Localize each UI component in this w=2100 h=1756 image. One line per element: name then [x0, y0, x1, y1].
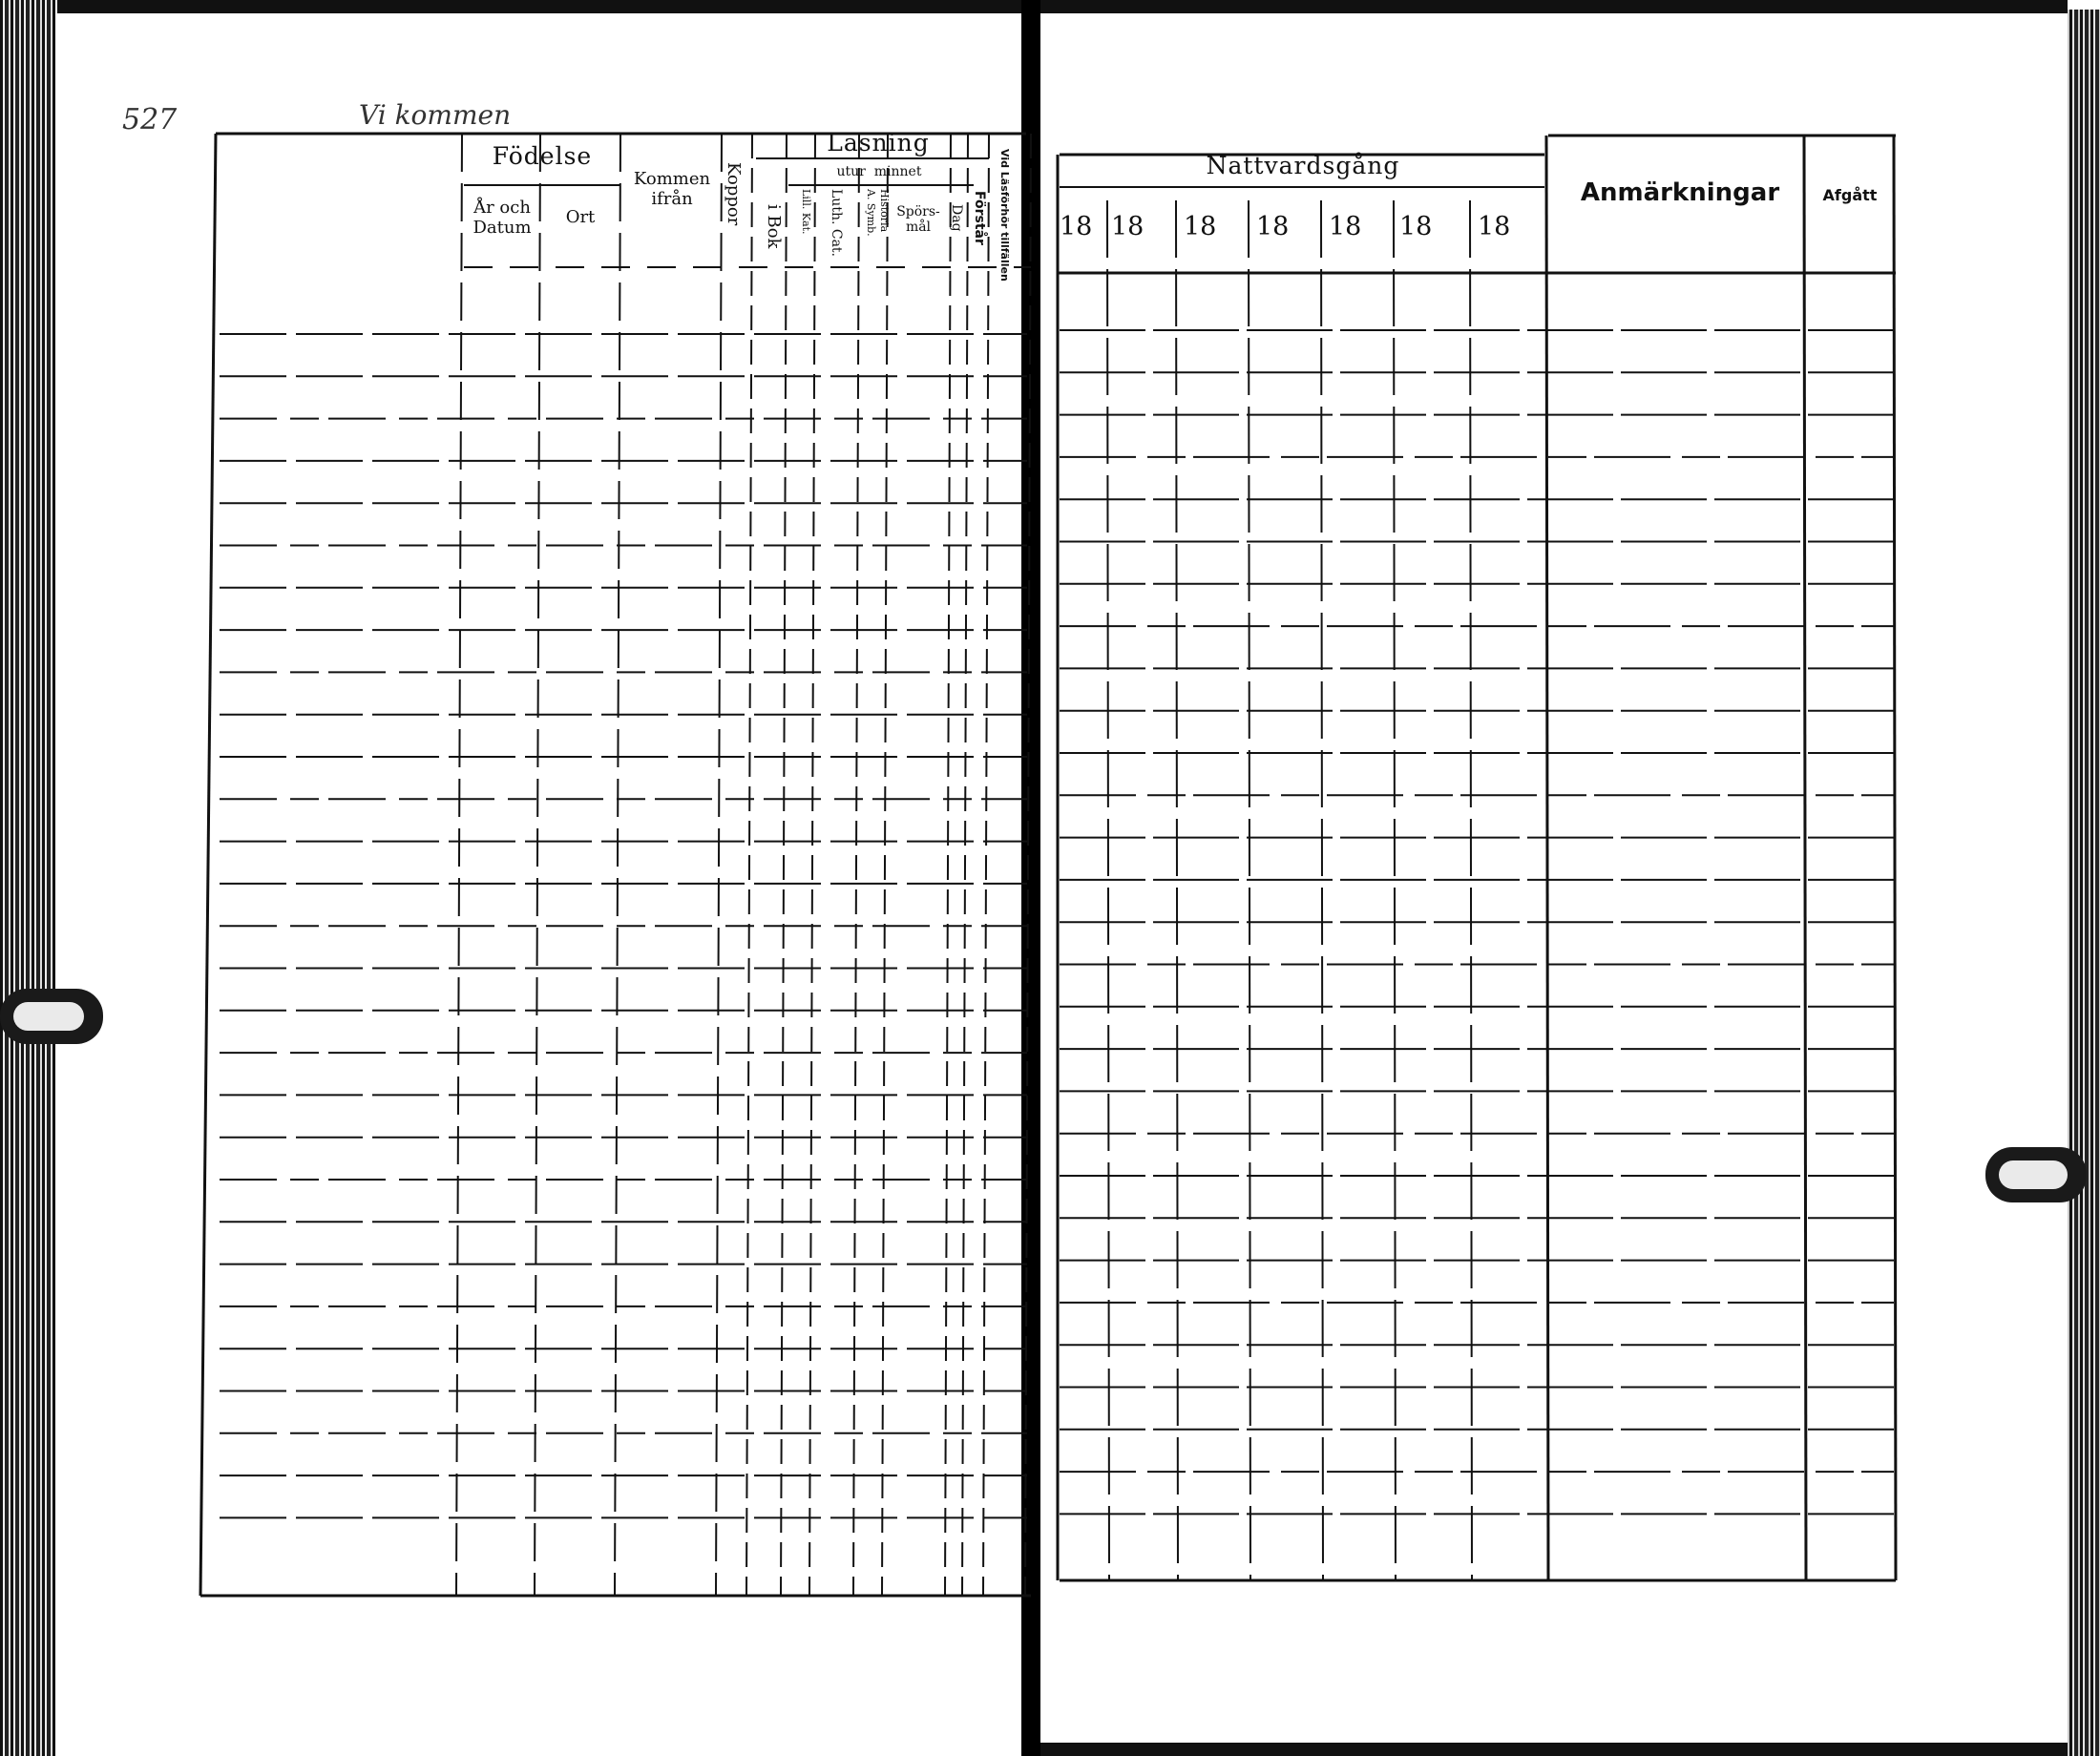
- right-column-line: [1804, 136, 1806, 1580]
- left-column-line: [716, 134, 722, 1596]
- right-column-line: [1546, 136, 1548, 1580]
- left-column-line: [535, 134, 540, 1596]
- header-anmarkningar: Anmärkningar: [1580, 178, 1780, 207]
- right-column-line: [1394, 200, 1396, 1580]
- left-column-line: [945, 134, 951, 1596]
- header-sporsmal: Spörs- mål: [896, 204, 940, 236]
- header-vid-lasforhor: Vid Läsförhör tillfällen: [998, 149, 1011, 282]
- header-lasning: Läsning: [827, 129, 930, 157]
- handwritten-heading: Vi kommen: [359, 99, 512, 131]
- year-col-5: 18: [1329, 212, 1362, 241]
- year-col-7: 18: [1478, 212, 1511, 241]
- left-column-line: [962, 134, 968, 1596]
- left-column-line: [983, 134, 989, 1596]
- left-column-line: [746, 134, 752, 1596]
- header-utur-minnet: utur minnet: [836, 164, 922, 179]
- header-dag: Dag: [949, 204, 964, 232]
- year-col-2: 18: [1111, 212, 1144, 241]
- right-column-line: [1107, 200, 1109, 1580]
- left-column-line: [809, 134, 815, 1596]
- year-col-4: 18: [1256, 212, 1290, 241]
- right-column-line: [1176, 200, 1178, 1580]
- left-table-left-border: [200, 134, 216, 1596]
- year-col-6: 18: [1399, 212, 1433, 241]
- header-koppor: Koppor: [724, 162, 744, 226]
- right-column-line: [1321, 200, 1323, 1580]
- header-ar-och-datum: År och Datum: [472, 198, 532, 238]
- header-fodelse: Födelse: [492, 142, 593, 170]
- header-kommen: Kommen ifrån: [633, 169, 711, 209]
- left-column-line: [781, 134, 787, 1596]
- page-number: 527: [122, 103, 178, 136]
- header-nattvardsgang: Nattvardsgång: [1206, 152, 1400, 179]
- header-historia: Historia: [878, 189, 891, 233]
- left-column-line: [853, 134, 859, 1596]
- right-column-line: [1470, 200, 1472, 1580]
- header-lilla-bok: Lill. Kat.: [800, 189, 812, 235]
- header-i-bok: i Bok: [764, 204, 784, 249]
- right-column-line: [1249, 200, 1250, 1580]
- left-column-line: [1025, 134, 1031, 1596]
- left-column-line: [456, 134, 462, 1596]
- left-column-line: [882, 134, 888, 1596]
- header-ort: Ort: [565, 207, 596, 227]
- right-column-line: [1894, 136, 1896, 1580]
- header-a-symb: A. Symb.: [865, 189, 877, 237]
- header-forstar: Förstår: [972, 191, 987, 245]
- year-col-3: 18: [1184, 212, 1217, 241]
- left-column-line: [615, 134, 620, 1596]
- header-afgatt: Afgått: [1822, 186, 1878, 204]
- year-col-1: 18: [1060, 212, 1093, 241]
- header-luth-cat: Luth. Cat.: [829, 189, 844, 257]
